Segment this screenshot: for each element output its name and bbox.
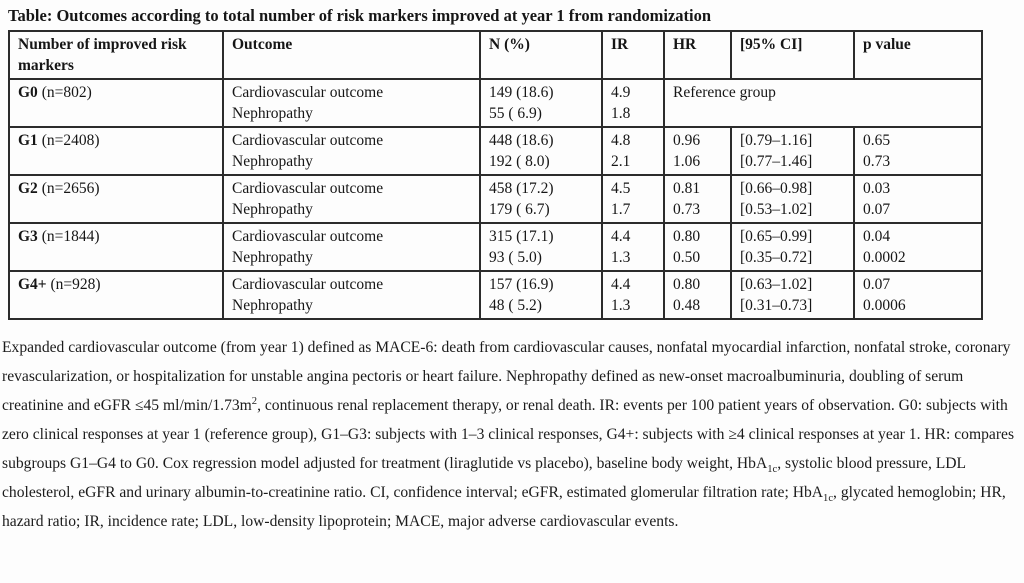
cell-line: 93 ( 5.0) <box>489 249 542 266</box>
cell-line: 0.07 <box>863 201 891 218</box>
cell-line: 448 (18.6) <box>489 132 554 149</box>
cell-line: 1.3 <box>611 249 631 266</box>
cell-line: 0.81 <box>673 180 701 197</box>
cell-line: Nephropathy <box>232 297 313 314</box>
cell-line: Nephropathy <box>232 105 313 122</box>
cell-line: 4.4 <box>611 276 631 293</box>
cell-ci <box>731 175 854 223</box>
header-n-pct: N (%) <box>480 31 602 79</box>
cell-p-value <box>854 271 982 319</box>
cell-line: 315 (17.1) <box>489 228 554 245</box>
cell-line: 157 (16.9) <box>489 276 554 293</box>
cell-hr <box>664 175 731 223</box>
cell-line: 4.4 <box>611 228 631 245</box>
cell-line: Nephropathy <box>232 249 313 266</box>
cell-line: [0.63–1.02] <box>740 276 813 293</box>
cell-line: [0.66–0.98] <box>740 180 813 197</box>
cell-p-value <box>854 127 982 175</box>
table-title: Table: Outcomes according to total number of risk markers improved at year 1 from randomization <box>8 6 712 25</box>
cell-line: 0.07 <box>863 276 891 293</box>
cell-line: 0.73 <box>863 153 891 170</box>
cell-hr <box>664 271 731 319</box>
cell-line: Cardiovascular outcome <box>232 276 384 293</box>
cell-outcome <box>223 127 480 175</box>
cell-outcome <box>223 79 480 127</box>
header-ci: [95% CI] <box>731 31 854 79</box>
cell-line: 2.1 <box>611 153 631 170</box>
group-n: (n=802) <box>37 84 92 101</box>
table-row-g2 <box>9 175 982 223</box>
cell-line: 1.3 <box>611 297 631 314</box>
group-code: G0 <box>18 84 38 101</box>
cell-p-value <box>854 175 982 223</box>
header-ir: IR <box>602 31 664 79</box>
cell-ci <box>731 127 854 175</box>
header-row <box>9 31 982 79</box>
cell-line: 4.9 <box>611 84 631 101</box>
cell-line: 1.06 <box>673 153 701 170</box>
cell-line: Cardiovascular outcome <box>232 84 384 101</box>
cell-n-pct <box>480 223 602 271</box>
cell-line: 0.03 <box>863 180 891 197</box>
cell-hr <box>664 223 731 271</box>
cell-line: 0.73 <box>673 201 701 218</box>
cell-line: Nephropathy <box>232 153 313 170</box>
cell-line: 1.8 <box>611 105 631 122</box>
cell-line: 48 ( 5.2) <box>489 297 542 314</box>
cell-line: 0.04 <box>863 228 891 245</box>
cell-line: Cardiovascular outcome <box>232 132 384 149</box>
cell-group <box>9 271 223 319</box>
cell-ir <box>602 271 664 319</box>
cell-n-pct <box>480 79 602 127</box>
cell-line: 179 ( 6.7) <box>489 201 550 218</box>
cell-n-pct <box>480 127 602 175</box>
cell-ci <box>731 223 854 271</box>
cell-line: 0.80 <box>673 276 701 293</box>
cell-group <box>9 79 223 127</box>
table-row-g3 <box>9 223 982 271</box>
footnote: Expanded cardiovascular outcome (from year 1) defined as MACE-6: death from cardiovascular causes, nonfatal myocardial infarction, nonfatal stroke, coronary revascularization, or hospitalization for unstable angina pectoris or heart failure. Nephropathy defined as new-onset macroalbuminuria, doubling of serum creatinine and eGFR ≤45 $ml/\min/1.73m^2$, continuous renal replacement therapy, or renal death. IR: events per 100 patient years of observation. G0: subjects with zero clinical responses at year 1 (reference group), G1–G3: subjects with 1–3 clinical responses, G4+: subjects with ≥4 clinical responses at year 1. HR: compares subgroups G1–G4 to G0. Cox regression model adjusted for treatment (liraglutide vs placebo), baseline body weight, HbA$_{1c}$, systolic blood pressure, LDL cholesterol, eGFR and urinary albumin-to-creatinine ratio. CI, confidence interval; eGFR, estimated glomerular filtration rate; HbA$_{1c}$, glycated hemoglobin; HR, hazard ratio; IR, incidence rate; LDL, low-density lipoprotein; MACE, major adverse cardiovascular events. <box>2 339 1015 530</box>
cell-line: 0.48 <box>673 297 701 314</box>
cell-reference-group: Reference group <box>664 79 982 127</box>
cell-outcome <box>223 175 480 223</box>
cell-ir <box>602 127 664 175</box>
cell-line: [0.31–0.73] <box>740 297 813 314</box>
group-n: (n=2656) <box>37 180 100 197</box>
cell-outcome <box>223 223 480 271</box>
cell-line: 1.7 <box>611 201 631 218</box>
cell-group <box>9 223 223 271</box>
cell-line: 0.65 <box>863 132 891 149</box>
cell-line: 0.50 <box>673 249 701 266</box>
cell-p-value <box>854 223 982 271</box>
header-p-value: p value <box>854 31 982 79</box>
group-code: G2 <box>18 180 38 197</box>
cell-line: 4.5 <box>611 180 631 197</box>
cell-ir <box>602 223 664 271</box>
cell-line: 0.0002 <box>863 249 906 266</box>
cell-line: Cardiovascular outcome <box>232 228 384 245</box>
cell-line: 55 ( 6.9) <box>489 105 542 122</box>
table-row-g4plus <box>9 271 982 319</box>
group-n: (n=928) <box>46 276 101 293</box>
cell-group <box>9 127 223 175</box>
cell-line: 0.96 <box>673 132 701 149</box>
cell-line: Cardiovascular outcome <box>232 180 384 197</box>
cell-line: 149 (18.6) <box>489 84 554 101</box>
cell-ir <box>602 175 664 223</box>
header-outcome: Outcome <box>223 31 480 79</box>
cell-line: 0.0006 <box>863 297 906 314</box>
cell-line: 0.80 <box>673 228 701 245</box>
group-code: G1 <box>18 132 38 149</box>
header-hr: HR <box>664 31 731 79</box>
cell-hr <box>664 127 731 175</box>
cell-outcome <box>223 271 480 319</box>
cell-n-pct <box>480 175 602 223</box>
cell-n-pct <box>480 271 602 319</box>
cell-line: Nephropathy <box>232 201 313 218</box>
cell-line: [0.53–1.02] <box>740 201 813 218</box>
group-n: (n=2408) <box>37 132 100 149</box>
outcomes-table <box>8 30 983 320</box>
header-risk-markers: Number of improved risk markers <box>9 31 223 79</box>
table-row-g1 <box>9 127 982 175</box>
cell-line: [0.65–0.99] <box>740 228 813 245</box>
cell-line: 458 (17.2) <box>489 180 554 197</box>
cell-group <box>9 175 223 223</box>
cell-ir <box>602 79 664 127</box>
cell-line: [0.77–1.46] <box>740 153 813 170</box>
table-row-g0 <box>9 79 982 127</box>
cell-line: 192 ( 8.0) <box>489 153 550 170</box>
group-n: (n=1844) <box>37 228 100 245</box>
group-code: G4+ <box>18 276 47 293</box>
cell-ci <box>731 271 854 319</box>
group-code: G3 <box>18 228 38 245</box>
cell-line: 4.8 <box>611 132 631 149</box>
cell-line: [0.79–1.16] <box>740 132 813 149</box>
cell-line: [0.35–0.72] <box>740 249 813 266</box>
